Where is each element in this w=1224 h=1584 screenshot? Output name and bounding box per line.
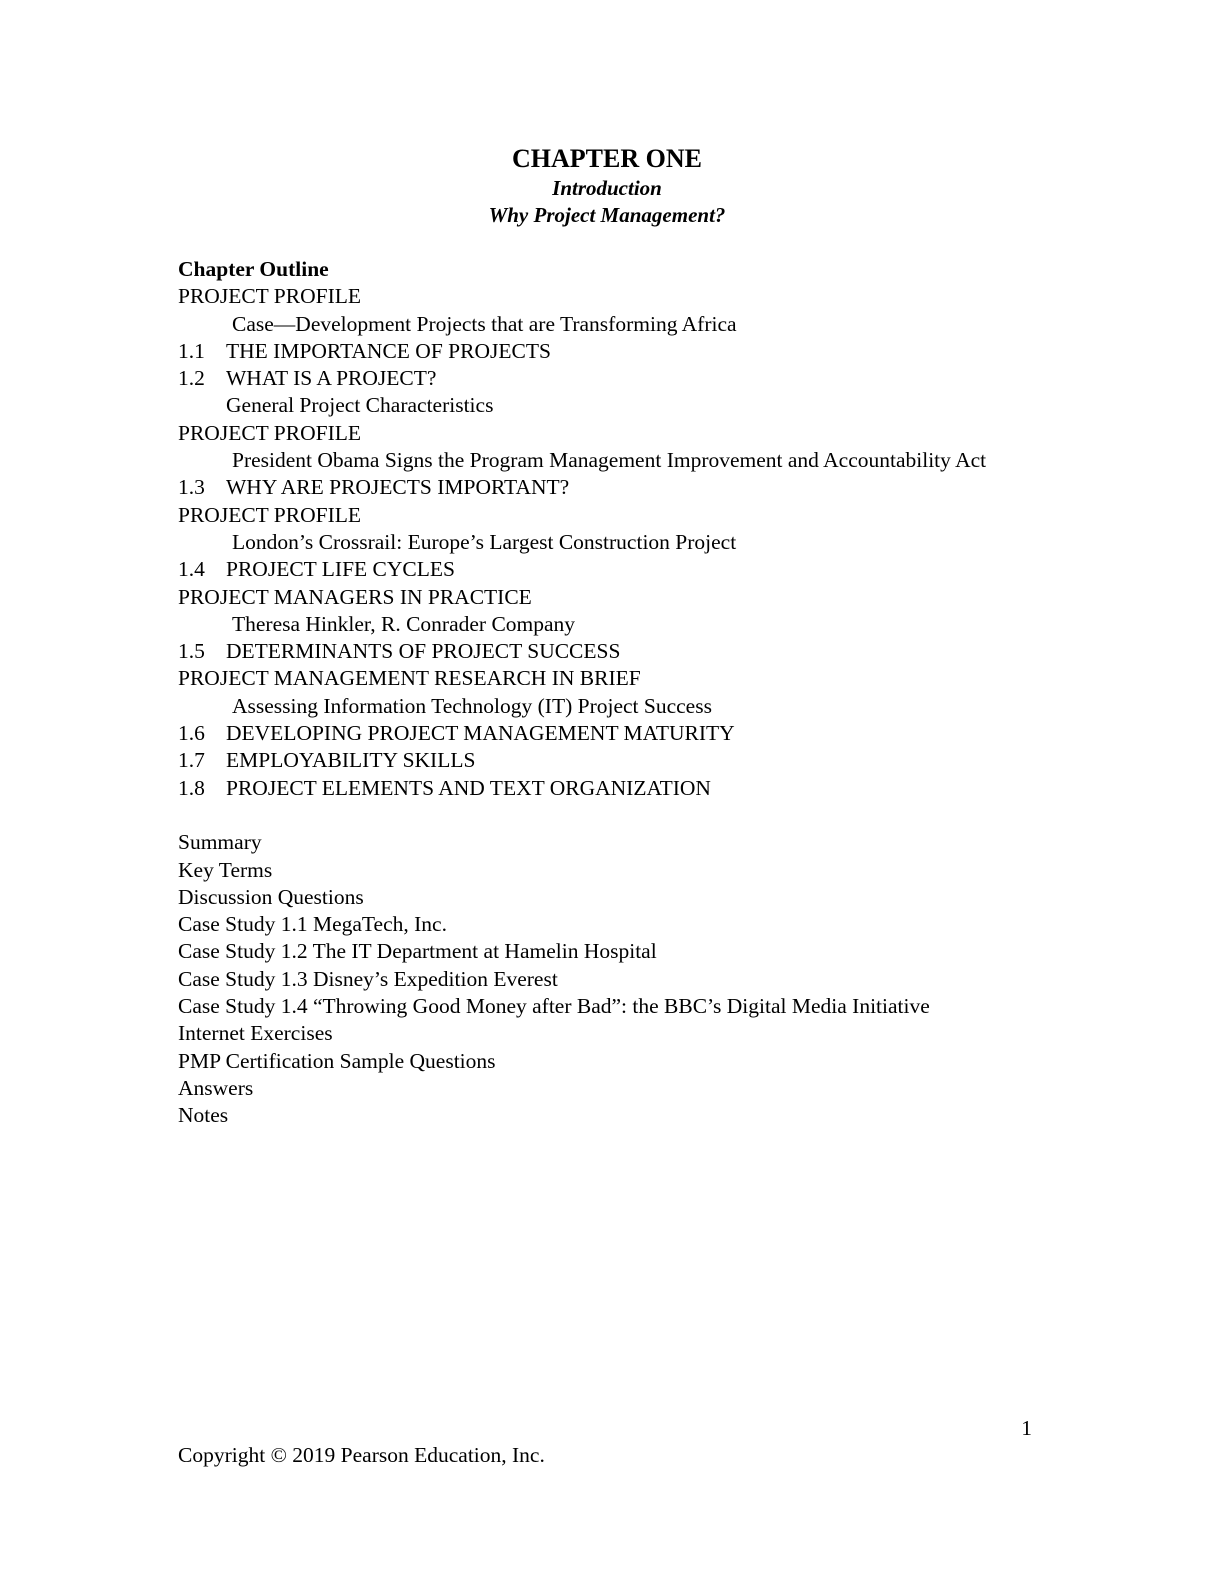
end-matter-notes: Notes: [178, 1103, 229, 1128]
section-number: 1.1: [178, 338, 205, 363]
page-number: 1: [1021, 1416, 1032, 1440]
outline-profile-case: Assessing Information Technology (IT) Project Success: [232, 693, 712, 718]
outline-profile-case: London’s Crossrail: Europe’s Largest Construction Project: [232, 529, 737, 554]
outline-profile-label: PROJECT PROFILE: [178, 502, 361, 527]
section-title: PROJECT LIFE CYCLES: [226, 557, 455, 582]
outline-spacer: [178, 802, 1048, 829]
outline-profile-label: PROJECT MANAGEMENT RESEARCH IN BRIEF: [178, 666, 641, 691]
end-matter-summary: Summary: [178, 830, 262, 855]
chapter-outline: [178, 256, 1048, 1130]
section-title: WHAT IS A PROJECT?: [226, 366, 437, 391]
copyright-footer: Copyright © 2019 Pearson Education, Inc.: [178, 1443, 545, 1467]
section-title: THE IMPORTANCE OF PROJECTS: [226, 338, 551, 363]
section-number: 1.8: [178, 775, 205, 800]
end-matter-pmp-questions: PMP Certification Sample Questions: [178, 1048, 496, 1073]
end-matter-key-terms: Key Terms: [178, 857, 273, 882]
outline-profile-case: President Obama Signs the Program Management Improvement and Accountability Act: [232, 448, 987, 473]
end-matter-internet-exercises: Internet Exercises: [178, 1021, 333, 1046]
end-matter-case-study-1-4: Case Study 1.4 “Throwing Good Money after Bad”: the BBC’s Digital Media Initiative: [178, 994, 930, 1019]
section-number: 1.4: [178, 557, 205, 582]
section-title: EMPLOYABILITY SKILLS: [226, 748, 476, 773]
section-number: 1.7: [178, 748, 205, 773]
outline-section-1-7: [178, 747, 1048, 774]
outline-profile-case: Theresa Hinkler, R. Conrader Company: [232, 611, 576, 636]
outline-section-1-2: [178, 365, 1048, 392]
section-title: WHY ARE PROJECTS IMPORTANT?: [226, 475, 570, 500]
section-number: 1.6: [178, 721, 205, 746]
outline-section-1-4: [178, 556, 1048, 583]
section-number: 1.5: [178, 639, 205, 664]
end-matter-case-study-1-2: Case Study 1.2 The IT Department at Hamelin Hospital: [178, 939, 657, 964]
outline-section-1-5: [178, 638, 1048, 665]
outline-section-1-1: [178, 338, 1048, 365]
section-title: DETERMINANTS OF PROJECT SUCCESS: [226, 639, 621, 664]
end-matter-case-study-1-3: Case Study 1.3 Disney’s Expedition Everest: [178, 966, 558, 991]
section-number: 1.3: [178, 475, 205, 500]
end-matter-case-study-1-1: Case Study 1.1 MegaTech, Inc.: [178, 912, 447, 937]
end-matter-discussion-questions: Discussion Questions: [178, 884, 364, 909]
end-matter-list: [178, 829, 1048, 1129]
section-title: PROJECT ELEMENTS AND TEXT ORGANIZATION: [226, 775, 711, 800]
outline-section-1-3: [178, 474, 1048, 501]
end-matter-answers: Answers: [178, 1075, 254, 1100]
outline-heading: Chapter Outline: [178, 257, 329, 281]
outline-profile-case: Case—Development Projects that are Transforming Africa: [232, 311, 737, 336]
outline-profile-label: PROJECT MANAGERS IN PRACTICE: [178, 584, 532, 609]
section-title: DEVELOPING PROJECT MANAGEMENT MATURITY: [226, 721, 735, 746]
chapter-header: [0, 143, 1214, 229]
chapter-subtitle-question: Why Project Management?: [488, 203, 726, 227]
outline-section-1-6: [178, 720, 1048, 747]
outline-subsection: General Project Characteristics: [226, 393, 494, 418]
section-number: 1.2: [178, 366, 205, 391]
chapter-subtitle-introduction: Introduction: [552, 176, 662, 200]
outline-section-1-8: [178, 775, 1048, 802]
outline-profile-label: PROJECT PROFILE: [178, 284, 361, 309]
outline-profile-label: PROJECT PROFILE: [178, 420, 361, 445]
chapter-title: CHAPTER ONE: [512, 144, 702, 173]
